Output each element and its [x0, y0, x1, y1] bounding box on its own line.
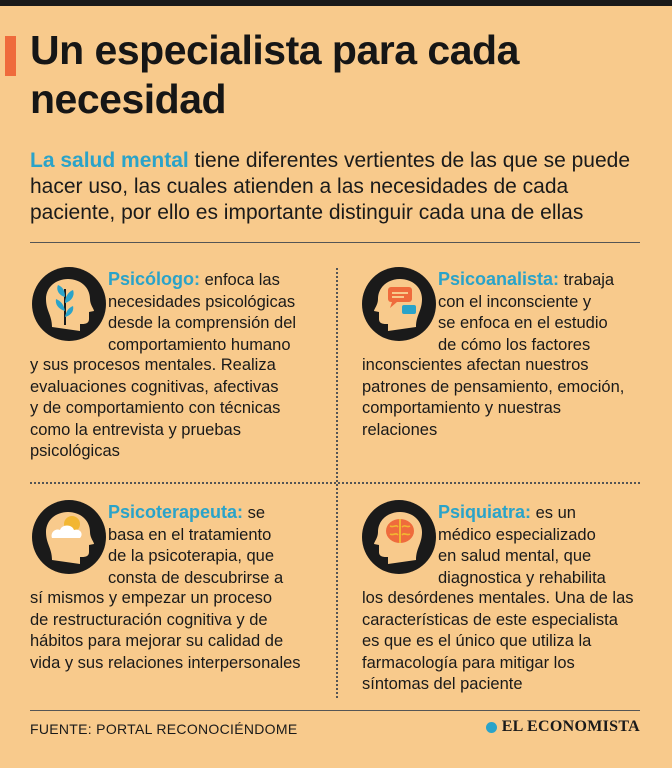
- section-line: patrones de pensamiento, emoción,: [362, 377, 625, 396]
- section-psicoterapeuta: [108, 502, 283, 589]
- head-cloud-sun-icon: [32, 500, 106, 574]
- section-line: diagnostica y rehabilita: [438, 568, 606, 587]
- section-line: características de este especialista: [362, 610, 618, 629]
- page-title: Un especialista para cada necesidad: [30, 27, 519, 122]
- section-psiquiatra: [438, 502, 606, 589]
- section-psicoanalista: [438, 269, 614, 356]
- section-line: como la entrevista y pruebas: [30, 420, 241, 439]
- section-line: farmacología para mitigar los: [362, 653, 575, 672]
- divider-middle: [30, 482, 640, 484]
- logo-dot-icon: [486, 722, 497, 733]
- section-line: sí mismos y empezar un proceso: [30, 589, 273, 607]
- section-text: es un: [531, 504, 576, 522]
- section-line: es que es el único que utiliza la: [362, 632, 592, 650]
- section-line: se enfoca en el estudio: [438, 314, 608, 332]
- head-brain-icon: [362, 500, 436, 574]
- section-psicoanalista-cont: [362, 355, 624, 441]
- section-head-psicoanalista: Psicoanalista:: [438, 269, 560, 289]
- section-line: de restructuración cognitiva y de: [30, 610, 268, 629]
- section-text: enfoca las: [200, 271, 280, 289]
- divider-bottom: [30, 710, 640, 711]
- section-line: los desórdenes mentales. Una de las: [362, 589, 634, 607]
- section-line: y sus procesos mentales. Realiza: [30, 356, 276, 374]
- section-line: médico especializado: [438, 525, 596, 544]
- section-psicologo-cont: [30, 355, 280, 463]
- head-plant-icon: [32, 267, 106, 341]
- section-text: se: [243, 504, 266, 522]
- section-head-psiquiatra: Psiquiatra:: [438, 502, 532, 522]
- head-speech-icon: [362, 267, 436, 341]
- section-text: trabaja: [559, 271, 615, 289]
- intro-paragraph: [30, 148, 660, 226]
- section-psicologo: [108, 269, 296, 356]
- section-line: hábitos para mejorar su calidad de: [30, 632, 284, 650]
- section-line: comportamiento y nuestras: [362, 399, 562, 417]
- section-line: consta de descubrirse a: [108, 568, 284, 587]
- top-rule: [0, 0, 672, 6]
- logo-text: EL ECONOMISTA: [501, 718, 640, 735]
- section-line: desde la comprensión del: [108, 314, 297, 332]
- title-accent-bar: [5, 36, 16, 76]
- section-line: de cómo los factores: [438, 335, 591, 354]
- section-line: vida y sus relaciones interpersonales: [30, 653, 301, 672]
- intro-line-3: paciente, por ello es importante distinguir cada una de ellas: [30, 201, 584, 224]
- section-line: necesidades psicológicas: [108, 292, 296, 311]
- section-line: de la psicoterapia, que: [108, 547, 275, 565]
- section-line: psicológicas: [30, 442, 120, 460]
- divider-top: [30, 242, 640, 243]
- publisher-logo: [486, 718, 640, 736]
- section-line: síntomas del paciente: [362, 675, 523, 693]
- section-head-psicoterapeuta: Psicoterapeuta:: [108, 502, 244, 522]
- source-credit: FUENTE: PORTAL RECONOCIÉNDOME: [30, 721, 298, 737]
- intro-line-2: hacer uso, las cuales atienden a las necesidades de cada: [30, 175, 569, 198]
- section-line: evaluaciones cognitivas, afectivas: [30, 377, 279, 396]
- section-line: y de comportamiento con técnicas: [30, 399, 281, 417]
- section-psiquiatra-cont: [362, 588, 634, 696]
- section-line: con el inconsciente y: [438, 292, 592, 311]
- section-line: inconscientes afectan nuestros: [362, 356, 589, 374]
- section-line: relaciones: [362, 420, 438, 439]
- section-line: en salud mental, que: [438, 547, 592, 565]
- section-psicoterapeuta-cont: [30, 588, 301, 674]
- intro-highlight: La salud mental: [30, 149, 189, 172]
- intro-line-1: tiene diferentes vertientes de las que se puede: [188, 149, 631, 172]
- section-line: basa en el tratamiento: [108, 525, 272, 544]
- section-line: comportamiento humano: [108, 335, 291, 354]
- section-head-psicologo: Psicólogo:: [108, 269, 201, 289]
